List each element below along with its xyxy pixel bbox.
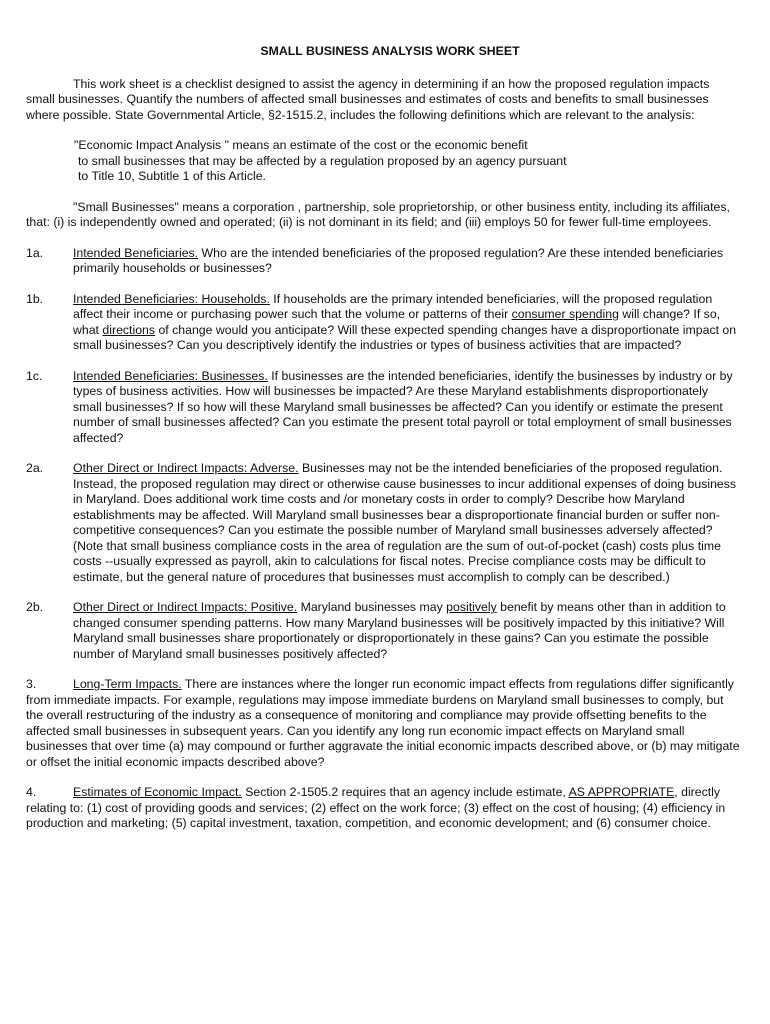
item-1a	[26, 246, 740, 277]
underlined-term: positively	[446, 600, 497, 614]
item-number: 4.	[26, 785, 37, 799]
item-heading: Other Direct or Indirect Impacts: Adverse.	[73, 461, 299, 475]
item-body	[73, 600, 740, 662]
item-number: 1c.	[26, 368, 43, 383]
item-1c	[26, 369, 740, 447]
item-heading: Other Direct or Indirect Impacts: Positive.	[73, 600, 298, 614]
economic-impact-definition	[74, 138, 740, 185]
item-text: , directly relating to: (1) cost of providing goods and services; (2) effect on the work force; (3) effect on the cost of housing; (4) efficiency in production and marketing; (5) capital investment, taxation, competition, and economic development; and (6) consumer choice.	[26, 785, 726, 830]
underlined-term: AS APPROPRIATE	[568, 785, 675, 799]
item-heading: Long-Term Impacts.	[73, 677, 182, 691]
item-body	[73, 461, 740, 585]
definition-line: "Economic Impact Analysis " means an estimate of the cost or the economic benefit	[74, 138, 528, 152]
item-body	[73, 292, 740, 354]
item-text: of change would you anticipate? Will these expected spending changes have a disproportionate impact on small businesses? Can you descriptively identify the industries or types of business activities that are impacted?	[73, 322, 737, 352]
item-text: There are instances where the longer run economic impact effects from regulations differ significantly from immediate impacts. For example, regulations may impose immediate burdens on Maryland small businesses to comply, but the overall restructuring of the industry as a consequence of monitoring and compliance may provide offsetting benefits to the affected small businesses in subsequent years. Can you identify any long run economic impact effects on Maryland small businesses that over time (a) may compound or further aggravate the initial economic impacts described above, or (b) may mitigate or offset the initial economic impacts described above?	[26, 677, 740, 769]
item-text: If households are the primary intended beneficiaries, will the proposed regulation affect their income or purchasing power such that the volume or patterns of their	[73, 291, 713, 321]
item-text: Section 2-1505.2 requires that an agency include estimate,	[241, 785, 569, 799]
item-heading: Intended Beneficiaries: Households.	[73, 291, 270, 306]
item-2a	[26, 461, 740, 585]
item-text: Maryland businesses may	[297, 600, 447, 614]
item-4	[26, 785, 740, 832]
item-text: benefit by means other than in addition to changed consumer spending patterns. How many Maryland businesses will be positively impacted by this initiative? Will Maryland small businesses share proportionately or disproportionately in these gains? Can you estimate the possible number of Maryland small businesses positively affected?	[73, 600, 726, 661]
item-3	[26, 677, 740, 770]
item-heading: Estimates of Economic Impact.	[73, 785, 242, 799]
item-heading: Intended Beneficiaries: Businesses.	[73, 368, 268, 383]
item-number: 3.	[26, 677, 37, 691]
item-number: 1a.	[26, 245, 44, 260]
underlined-term: directions	[102, 322, 156, 337]
definition-line: to small businesses that may be affected by a regulation proposed by an agency pursuant	[78, 153, 567, 168]
item-number: 2a.	[26, 461, 44, 475]
item-number: 2b.	[26, 600, 44, 614]
item-text: If businesses are the intended beneficiaries, identify the businesses by industry or by types of business activities. How will businesses be impacted? Are these Maryland establishments disproportionately small businesses? If so how will these Maryland small businesses be affected? Can you identify or estimate the present number of small businesses affected? Can you estimate the present total payroll or total employment of small businesses affected?	[73, 368, 733, 445]
item-heading: Intended Beneficiaries.	[73, 245, 199, 260]
definition-line: to Title 10, Subtitle 1 of this Article.	[78, 169, 266, 183]
item-1b	[26, 292, 740, 354]
item-text: Who are the intended beneficiaries of the proposed regulation? Are these intended beneficiaries primarily households or businesses?	[73, 245, 724, 275]
small-business-definition: "Small Businesses" means a corporation , partnership, sole proprietorship, or other business entity, including its affiliates, that: (i) is independently owned and operated; (ii) is not dominant in its field; and (iii) employs 50 for fewer full-time employees.	[26, 199, 730, 229]
item-2b	[26, 600, 740, 662]
item-text: will change? If so, what	[73, 307, 721, 337]
page-title: SMALL BUSINESS ANALYSIS WORK SHEET	[260, 44, 520, 58]
item-text: Businesses may not be the intended beneficiaries of the proposed regulation. Instead, the proposed regulation may direct or otherwise cause businesses to incur additional expenses of doing business in Maryland. Does additional work time costs and /or monetary costs in order to comply? Describe how Maryland establishments may be affected. Will Maryland small businesses bear a disproportionate financial burden or suffer non-competitive consequences? Can you estimate the possible number of Maryland small businesses adversely affected? (Note that small business compliance costs in the area of regulation are the sum of out-of-pocket (cash) costs plus time costs --usually expressed as payroll, akin to calculations for fiscal notes. Precise compliance costs may be difficult to estimate, but the general nature of procedures that businesses must accomplish to comply can be described.)	[73, 461, 737, 584]
underlined-term: consumer spending	[511, 307, 619, 321]
item-body	[73, 246, 740, 277]
item-body	[73, 369, 740, 447]
intro-paragraph: This work sheet is a checklist designed to assist the agency in determining if an how the proposed regulation impacts small businesses. Quantify the numbers of affected small businesses and estimates of costs and benefits to small businesses where possible. State Governmental Article, §2-1515.2, includes the following definitions which are relevant to the analysis:	[26, 76, 710, 122]
item-number: 1b.	[26, 291, 44, 306]
